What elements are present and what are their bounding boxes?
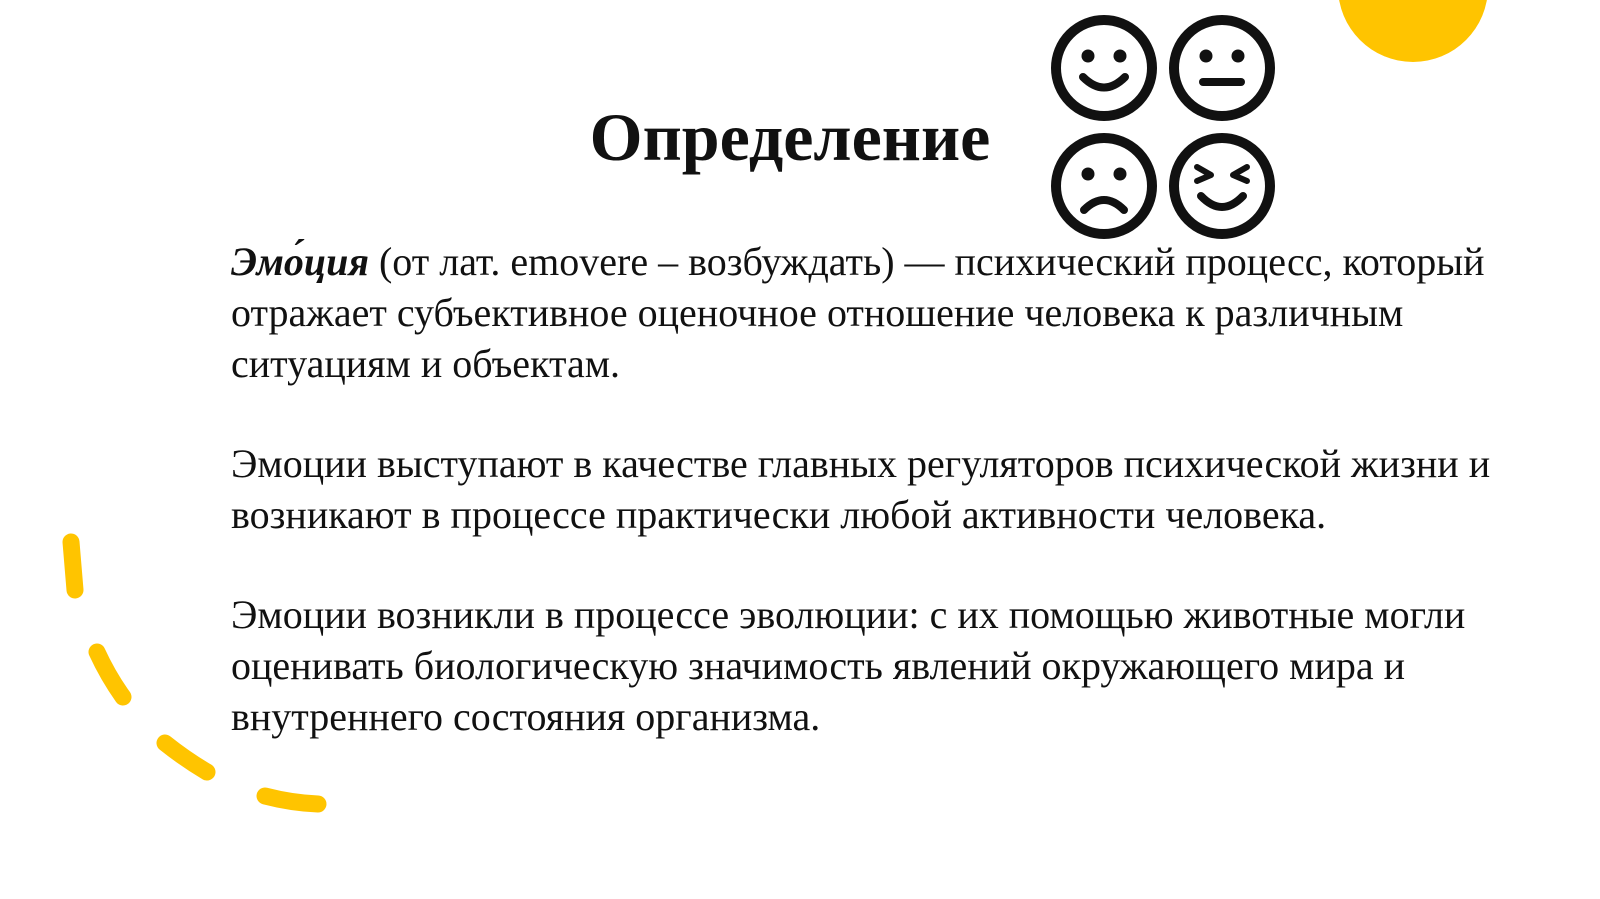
sun-circle-decoration	[1338, 0, 1488, 62]
regulators-paragraph: Эмоции выступают в качестве главных регуляторов психической жизни и возникают в процессе практически любой активности человека.	[231, 441, 1491, 537]
emoji-grid	[1048, 12, 1280, 244]
definition-paragraph	[231, 236, 1571, 389]
page-title: Определение	[589, 99, 991, 175]
evolution-paragraph: Эмоции возникли в процессе эволюции: с их помощью животные могли оценивать биологическую значимость явлений окружающего мира и внутреннего состояния организма.	[231, 592, 1466, 739]
body-text	[231, 236, 1571, 791]
smiling-face-icon	[1048, 12, 1160, 124]
neutral-face-icon	[1166, 12, 1278, 124]
sad-face-icon	[1048, 130, 1160, 242]
mischievous-face-icon	[1166, 130, 1278, 242]
definition-text: (от лат. emovere – возбуждать) — психический процесс, который отражает субъективное оценочное отношение человека к различным ситуациям и объектам.	[231, 239, 1485, 386]
term-emotion: Эмо́ция	[231, 239, 369, 284]
